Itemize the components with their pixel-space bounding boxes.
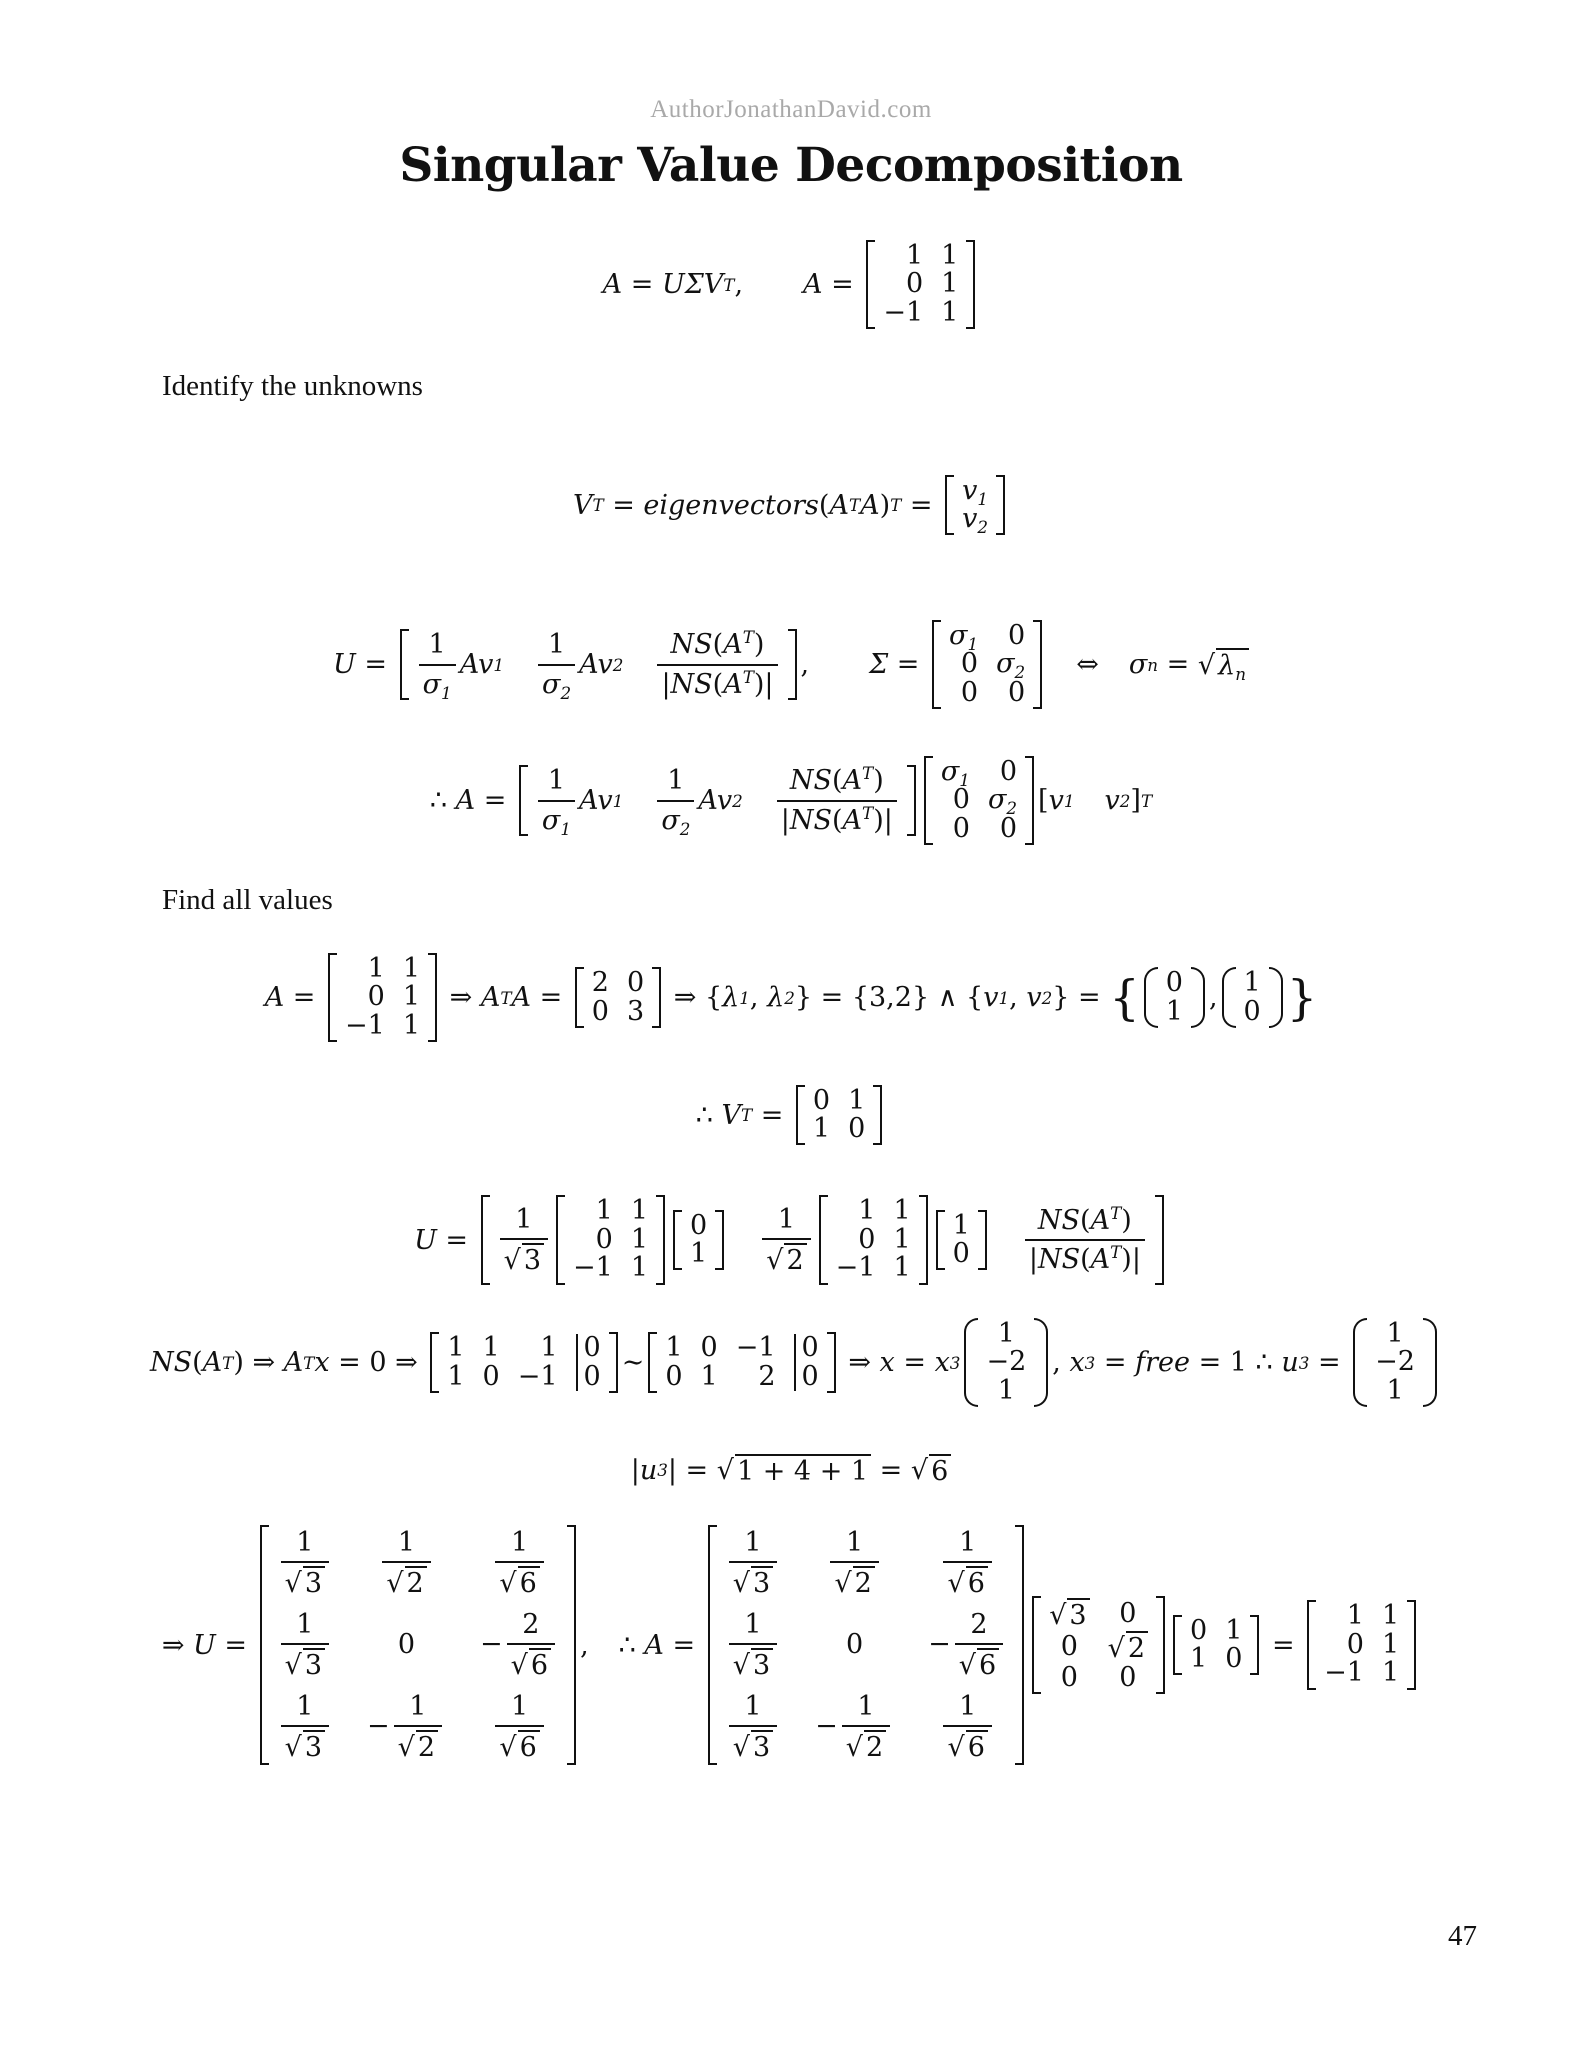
equation-null-space: NS ( A T ) ⇒ A T x = 0 ⇒ 1 1 1 0 1 0 −1 0 ∼ 1 0 −1 0 0 1 2 0 ⇒ x = x 3 1 −2 1 , x 3 = free = 1 ∴ u 3 = 1 −2 1 <box>150 1310 1470 1415</box>
matrix-a-result: 1 1 0 1 −1 1 <box>1307 1600 1416 1689</box>
matrix-sigma-final: √ 3 0 0 √ 2 0 0 <box>1032 1596 1165 1694</box>
matrix-sigma-general-2: $\sigma_1$ 0 0 $\sigma_2$ 0 0 <box>924 756 1034 845</box>
matrix-u-substituted: 1 √ 3 1 1 0 1 −1 1 0 1 1 √ 2 1 1 0 1 −1 1 1 0 $\frac{NS(A^T)}{|NS(A^T)|}$ <box>481 1195 1164 1284</box>
equation-u-sigma-definition: U = $\frac{1}{\sigma_1}$ Av 1 $\frac{1}{\sigma_2}$ Av 2 $\frac{NS(A^T)}{|NS(A^T)|}$ , Σ = $\sigma_1$ 0 0 $\sigma_2$ 0 0 ⇔ σ n = √ $\lambda_n$ <box>0 612 1582 717</box>
equation-eigen-values: A = 1 1 0 1 −1 1 ⇒ A T A = 2 0 0 3 ⇒ { λ 1 , λ 2 } = {3,2} ∧ { v 1 , v 2 } = { 0 1 , 1 0 } <box>264 952 1318 1041</box>
matrix-a: 1 1 0 1 −1 1 <box>866 240 975 329</box>
equation-a-decomposed-general: ∴ A = $\frac{1}{\sigma_1}$ Av 1 $\frac{1}{\sigma_2}$ Av 2 $\frac{NS(A^T)}{|NS(A^T)|}$ $\sigma_1$ 0 0 $\sigma_2$ 0 0 [ v 1 v 2 ] T <box>429 755 1153 844</box>
matrix-u-final: 1 √ 3 1 √ 2 1 √ 6 1 √ 3 0 − 2 √ 6 1 √ 3 − 1 √ 2 1 √ 6 <box>260 1525 576 1764</box>
equation-svd-definition: A = UΣV T , A = 1 1 0 1 −1 1 <box>0 232 1582 337</box>
equation-norm-u3: | u 3 | = √ 1 + 4 + 1 = √ 6 <box>0 1440 1582 1500</box>
matrix-sigma-general: $\sigma_1$ 0 0 $\sigma_2$ 0 0 <box>932 620 1042 709</box>
eigenvectors-label: eigenvectors <box>643 489 819 521</box>
eigenvector-v2: 1 0 <box>1222 967 1283 1028</box>
matrix-ata: 2 0 0 3 <box>575 967 661 1028</box>
section-find-values: Find all values <box>162 884 333 916</box>
matrix-vt: 0 1 1 0 <box>796 1085 882 1146</box>
equation-vt-result: ∴ V T = 0 1 1 0 <box>0 1080 1582 1150</box>
page-title: Singular Value Decomposition <box>399 138 1183 193</box>
matrix-u-final-2: 1 √ 3 1 √ 2 1 √ 6 1 √ 3 0 − 2 √ 6 1 √ 3 − 1 √ 2 1 √ 6 <box>708 1525 1024 1764</box>
equation-u-substituted: U = 1 √ 3 1 1 0 1 −1 1 0 1 1 √ 2 1 1 0 1 −1 1 1 0 $\frac{NS(A^T)}{|NS(A^T)|}$ <box>0 1180 1582 1300</box>
matrix-v-rows: $v_1$ $v_2$ <box>945 475 1005 536</box>
page-number: 47 <box>1448 1920 1477 1952</box>
matrix-vt-final: 0 1 1 0 <box>1173 1615 1259 1676</box>
matrix-u-general-2: $\frac{1}{\sigma_1}$ Av 1 $\frac{1}{\sigma_2}$ Av 2 $\frac{NS(A^T)}{|NS(A^T)|}$ <box>519 765 916 835</box>
augmented-matrix-initial: 1 1 1 0 1 0 −1 0 <box>430 1332 617 1393</box>
eigenvalue-set: {3,2} <box>851 982 930 1013</box>
vector-u3: 1 −2 1 <box>1353 1318 1437 1407</box>
matrix-a-2: 1 1 0 1 −1 1 <box>328 953 437 1042</box>
augmented-matrix-reduced: 1 0 −1 0 0 1 2 0 <box>648 1332 835 1393</box>
header-url: AuthorJonathanDavid.com <box>650 96 932 123</box>
matrix-u-general: $\frac{1}{\sigma_1}$ Av 1 $\frac{1}{\sigma_2}$ Av 2 $\frac{NS(A^T)}{|NS(A^T)|}$ <box>400 629 797 699</box>
equation-final-decomposition: ⇒ U = 1 √ 3 1 √ 2 1 √ 6 1 √ 3 0 − 2 √ 6 1 √ 3 − 1 √ 2 1 √ 6 , ∴ A = 1 √ 3 1 √ 2 1 √ 6 1 √ 3 0 − 2 √ 6 1 √ 3 − 1 √ 2 1 √ 6 √ 3 0 0 √ 2 0 0 0 1 1 0 = 1 1 0 1 −1 1 <box>0 1520 1582 1770</box>
null-space-vector: 1 −2 1 <box>964 1318 1048 1407</box>
section-identify-unknowns: Identify the unknowns <box>162 370 423 402</box>
eigenvector-v1: 0 1 <box>1144 967 1205 1028</box>
equation-vt-eigenvectors: V T = eigenvectors ( A T A ) T = $v_1$ $v_2$ <box>0 470 1582 540</box>
